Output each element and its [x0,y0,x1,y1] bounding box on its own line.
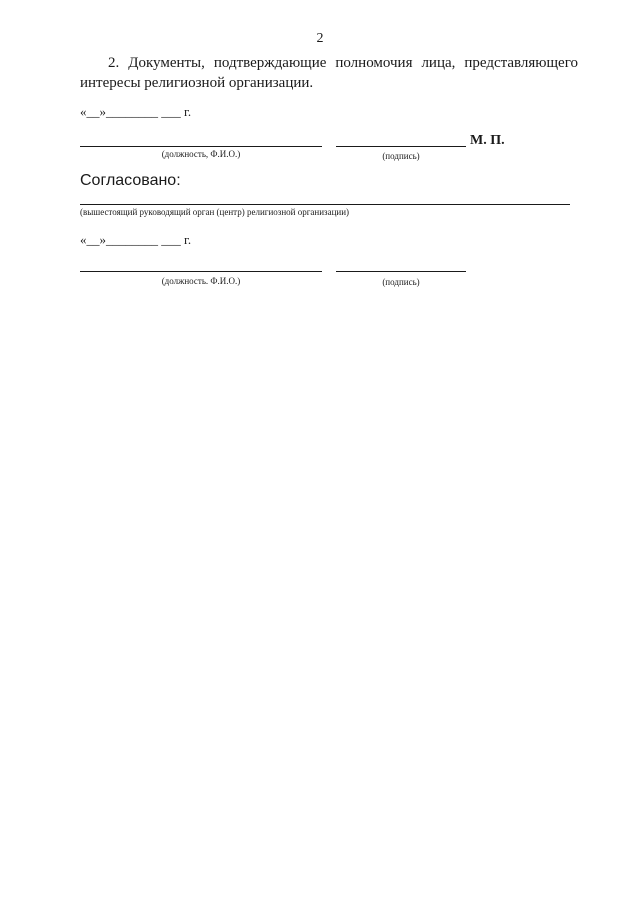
agreed-label: Согласовано: [80,172,181,189]
org-line [80,204,570,205]
date-line-2: «__»________ ___ г. [80,232,192,247]
page-number: 2 [316,31,324,46]
signature-line-2 [336,271,466,272]
date-line-1: «__»________ ___ г. [80,104,192,119]
org-caption: (вышестоящий руководящий орган (центр) религиозной организации) [80,207,350,217]
documents-paragraph: 2. Документы, подтверждающие полномочия лица, представляющего интересы религиозной организации. [80,55,578,91]
position-caption-2: (должность. Ф.И.О.) [161,276,241,286]
position-line-1 [80,146,322,147]
stamp-label: М. П. [470,133,505,148]
signature-caption-2: (подпись) [382,277,420,287]
signature-line-1 [336,146,466,147]
position-caption-1: (должность, Ф.И.О.) [161,149,241,159]
position-line-2 [80,271,322,272]
signature-caption-1: (подпись) [382,151,420,161]
